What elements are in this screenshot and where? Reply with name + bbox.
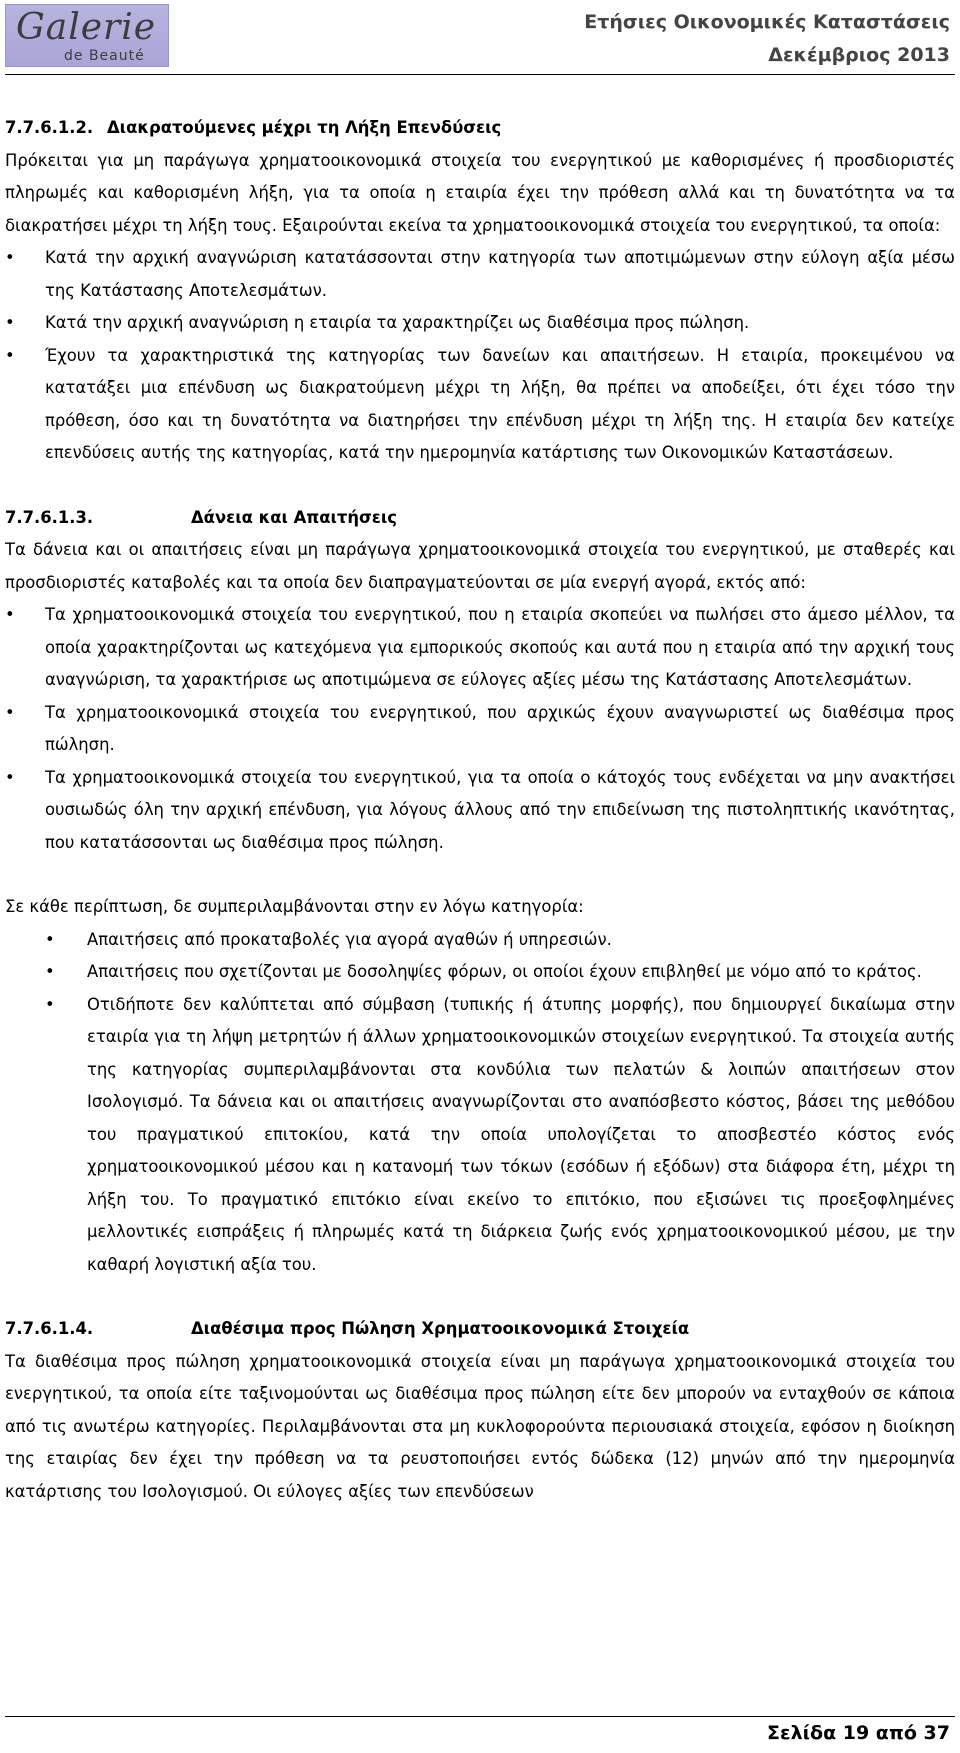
bullet-list	[5, 599, 955, 859]
section-heading	[5, 1313, 955, 1346]
section-number: 7.7.6.1.3.	[5, 507, 94, 527]
company-logo	[5, 4, 169, 67]
list-item: • Κατά την αρχική αναγνώριση κατατάσσονται στην κατηγορία των αποτιμώμενων στην εύλογη αξία μέσω της Κατάστασης Αποτελεσμάτων.	[5, 242, 955, 307]
list-item: • Τα χρηματοοικονομικά στοιχεία του ενεργητικού, που αρχικώς έχουν αναγνωριστεί ως διαθέσιμα προς πώληση.	[5, 697, 955, 762]
list-item: • Τα χρηματοοικονομικά στοιχεία του ενεργητικού, που η εταιρία σκοπεύει να πωλήσει στο άμεσο μέλλον, τα οποία χαρακτηρίζονται ως κατεχόμενα για εμπορικούς σκοπούς και αυτά που η εταιρία από την αρχική τους αναγνώριση, τα χαρακτήρισε ως αποτιμώμενα σε εύλογες αξίες μέσω της Κατάστασης Αποτελεσμάτων.	[5, 599, 955, 697]
section-title: Διαθέσιμα προς Πώληση Χρηματοοικονομικά Στοιχεία	[191, 1319, 690, 1338]
list-item: • Έχουν τα χαρακτηριστικά της κατηγορίας των δανείων και απαιτήσεων. Η εταιρία, προκειμένου να κατατάξει μια επένδυση ως διακρατούμενη μέχρι τη λήξη, θα πρέπει να αποδείξει, ότι έχει τόσο την πρόθεση, όσο και τη δυνατότητα να διατηρήσει την επένδυση μέχρι τη λήξη της. Η εταιρία δεν κατείχε επενδύσεις αυτής της κατηγορίας, κατά την ημερομηνία κατάρτισης των Οικονομικών Καταστάσεων.	[5, 340, 955, 470]
list-item: • Οτιδήποτε δεν καλύπτεται από σύμβαση (τυπικής ή άτυπης μορφής), που δημιουργεί δικαίωμα στην εταιρία για τη λήψη μετρητών ή άλλων χρηματοοικονομικών στοιχείων ενεργητικού. Τα στοιχεία αυτής της κατηγορίας συμπεριλαμβάνονται στα κονδύλια των πελατών & λοιπών απαιτήσεων στον Ισολογισμό. Τα δάνεια και οι απαιτήσεις αναγνωρίζονται στο αναπόσβεστο κόστος, βάσει της μεθόδου του πραγματικού επιτοκίου, κατά την οποία υπολογίζεται το αποσβεστέο κόστος ενός χρηματοοικονομικού μέσου και η κατανομή των τόκων (εσόδων ή εξόδων) στα διάφορα έτη, μέχρι τη λήξη του. Το πραγματικό επιτόκιο είναι εκείνο το επιτόκιο, που εξισώνει τις προεξοφλημένες μελλοντικές εισπράξεις ή πληρωμές κατά τη διάρκεια ζωής ενός χρηματοοικονομικού μέσου, με την καθαρή λογιστική αξία του.	[5, 989, 955, 1282]
section-heading	[5, 502, 955, 535]
list-item: • Απαιτήσεις που σχετίζονται με δοσοληψίες φόρων, οι οποίοι έχουν επιβληθεί με νόμο από το κράτος.	[5, 956, 955, 989]
section-title: Διακρατούμενες μέχρι τη Λήξη Επενδύσεις	[107, 118, 502, 137]
header-title-block	[584, 6, 950, 72]
paragraph: Τα δάνεια και οι απαιτήσεις είναι μη παράγωγα χρηματοοικονομικά στοιχεία του ενεργητικού, με σταθερές και προσδιοριστές καταβολές και τα οποία δεν διαπραγματεύονται σε μία ενεργή αγορά, εκτός από:	[5, 540, 955, 592]
paragraph: Σε κάθε περίπτωση, δε συμπεριλαμβάνονται στην εν λόγω κατηγορία:	[5, 897, 584, 916]
document-title: Ετήσιες Οικονομικές Καταστάσεις	[584, 11, 950, 33]
footer-divider	[5, 1716, 955, 1717]
page-number: Σελίδα 19 από 37	[767, 1722, 950, 1744]
logo-sub-text: de Beauté	[64, 48, 145, 64]
page-header	[0, 0, 960, 80]
paragraph: Τα διαθέσιμα προς πώληση χρηματοοικονομικά στοιχεία είναι μη παράγωγα χρηματοοικονομικά στοιχεία του ενεργητικού, τα οποία είτε ταξινομούνται ως διαθέσιμα προς πώληση είτε δεν μπορούν να ενταχθούν σε κάποια από τις ανωτέρω κατηγορίες. Περιλαμβάνονται στα μη κυκλοφορούντα περιουσιακά στοιχεία, εφόσον η διοίκηση της εταιρίας δεν έχει την πρόθεση να τα ρευστοποιήσει εντός δώδεκα (12) μηνών από την ημερομηνία κατάρτισης του Ισολογισμού. Οι εύλογες αξίες των επενδύσεων	[5, 1351, 955, 1501]
logo-main-text: Galerie	[16, 7, 157, 48]
bullet-list	[5, 924, 955, 1282]
section-number: 7.7.6.1.4.	[5, 1319, 94, 1338]
section-number: 7.7.6.1.2.	[5, 118, 94, 137]
section-heading	[5, 112, 955, 145]
list-item: • Κατά την αρχική αναγνώριση η εταιρία τα χαρακτηρίζει ως διαθέσιμα προς πώληση.	[5, 307, 955, 340]
paragraph: Πρόκειται για μη παράγωγα χρηματοοικονομικά στοιχεία του ενεργητικού με καθορισμένες ή προσδιοριστές πληρωμές και καθορισμένη λήξη, για τα οποία η εταιρία έχει την πρόθεση αλλά και τη δυνατότητα να τα διακρατήσει μέχρι τη λήξη τους. Εξαιρούνται εκείνα τα χρηματοοικονομικά στοιχεία του ενεργητικού, τα οποία:	[5, 150, 955, 235]
header-divider	[5, 74, 955, 75]
bullet-list	[5, 242, 955, 470]
document-date: Δεκέμβριος 2013	[768, 44, 950, 66]
section-title: Δάνεια και Απαιτήσεις	[191, 507, 398, 527]
page-content	[5, 112, 955, 1508]
list-item: • Απαιτήσεις από προκαταβολές για αγορά αγαθών ή υπηρεσιών.	[5, 924, 955, 957]
list-item: • Τα χρηματοοικονομικά στοιχεία του ενεργητικού, για τα οποία ο κάτοχός τους ενδέχεται να μην ανακτήσει ουσιωδώς όλη την αρχική επένδυση, για λόγους άλλους από την επιδείνωση της πιστοληπτικής ικανότητας, που κατατάσσονται ως διαθέσιμα προς πώληση.	[5, 762, 955, 860]
